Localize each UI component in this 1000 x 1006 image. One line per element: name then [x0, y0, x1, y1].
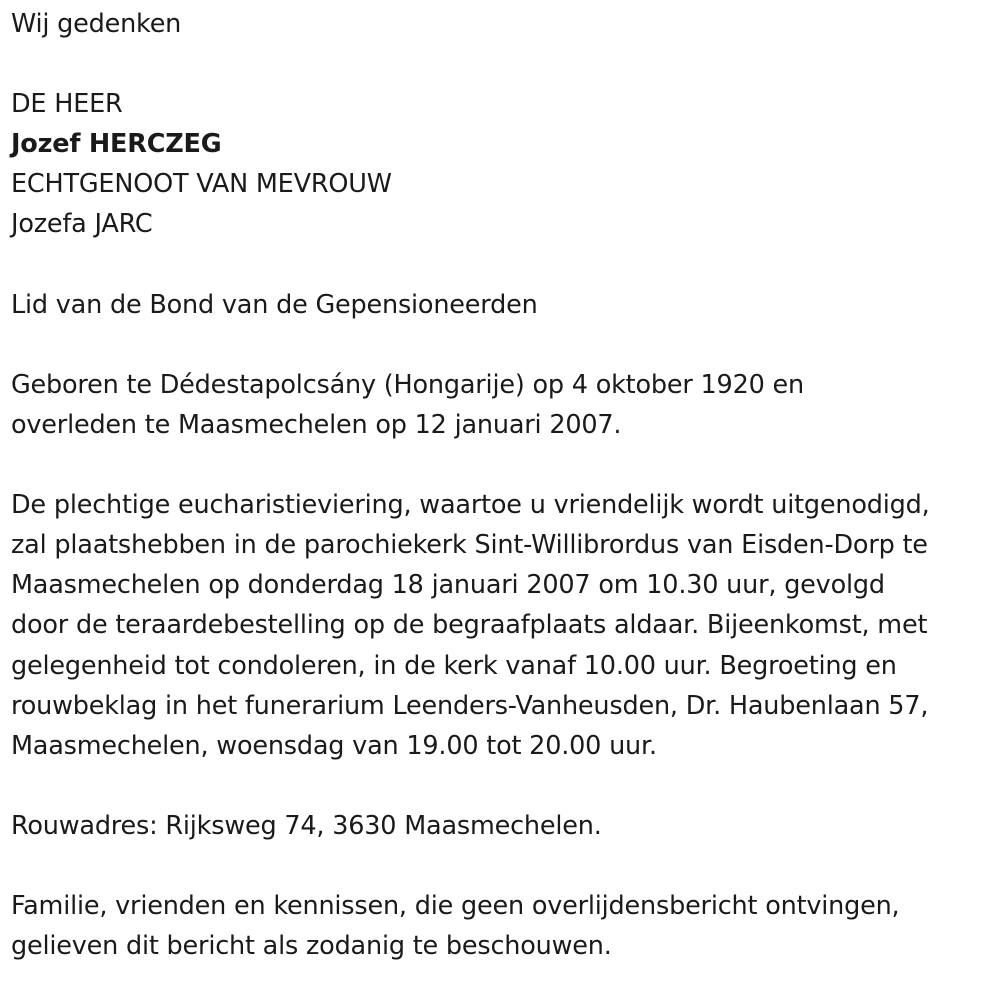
paragraph-line: overleden te Maasmechelen op 12 januari 2007. [11, 409, 622, 440]
spouse-prefix: ECHTGENOOT VAN MEVROUW [11, 169, 392, 200]
spacer [11, 44, 993, 84]
spacer [11, 445, 993, 485]
spacer [11, 325, 993, 365]
membership-text: Lid van de Bond van de Gepensioneerden [11, 289, 538, 320]
closing-paragraph [11, 886, 993, 966]
spacer [11, 846, 993, 886]
paragraph-line: Maasmechelen op donderdag 18 januari 2007 om 10.30 uur, gevolgd [11, 570, 885, 601]
paragraph-line: gelegenheid tot condoleren, in de kerk vanaf 10.00 uur. Begroeting en [11, 650, 897, 681]
paragraph-line: De plechtige eucharistieviering, waartoe u vriendelijk wordt uitgenodigd, [11, 490, 930, 521]
paragraph-line: Familie, vrienden en kennissen, die geen overlijdensbericht ontvingen, [11, 891, 900, 922]
paragraph-line: door de teraardebestelling op de begraafplaats aldaar. Bijeenkomst, met [11, 610, 928, 641]
paragraph-line: zal plaatshebben in de parochiekerk Sint-Willibrordus van Eisden-Dorp te [11, 530, 928, 561]
spacer [11, 766, 993, 806]
paragraph-line: Maasmechelen, woensdag van 19.00 tot 20.00 uur. [11, 730, 657, 761]
mourning-address: Rouwadres: Rijksweg 74, 3630 Maasmechelen. [11, 810, 602, 841]
deceased-name: Jozef HERCZEG [11, 129, 222, 160]
title-prefix: DE HEER [11, 89, 123, 120]
spacer [11, 245, 993, 285]
paragraph-line: Geboren te Dédestapolcsány (Hongarije) op 4 oktober 1920 en [11, 369, 804, 400]
spouse-name: Jozefa JARC [11, 209, 153, 240]
paragraph-line: rouwbeklag in het funerarium Leenders-Vanheusden, Dr. Haubenlaan 57, [11, 690, 929, 721]
birth-death-paragraph [11, 365, 993, 445]
paragraph-line: gelieven dit bericht als zodanig te beschouwen. [11, 931, 612, 962]
obituary-document [11, 4, 993, 966]
ceremony-paragraph [11, 485, 993, 766]
intro-text: Wij gedenken [11, 9, 182, 39]
